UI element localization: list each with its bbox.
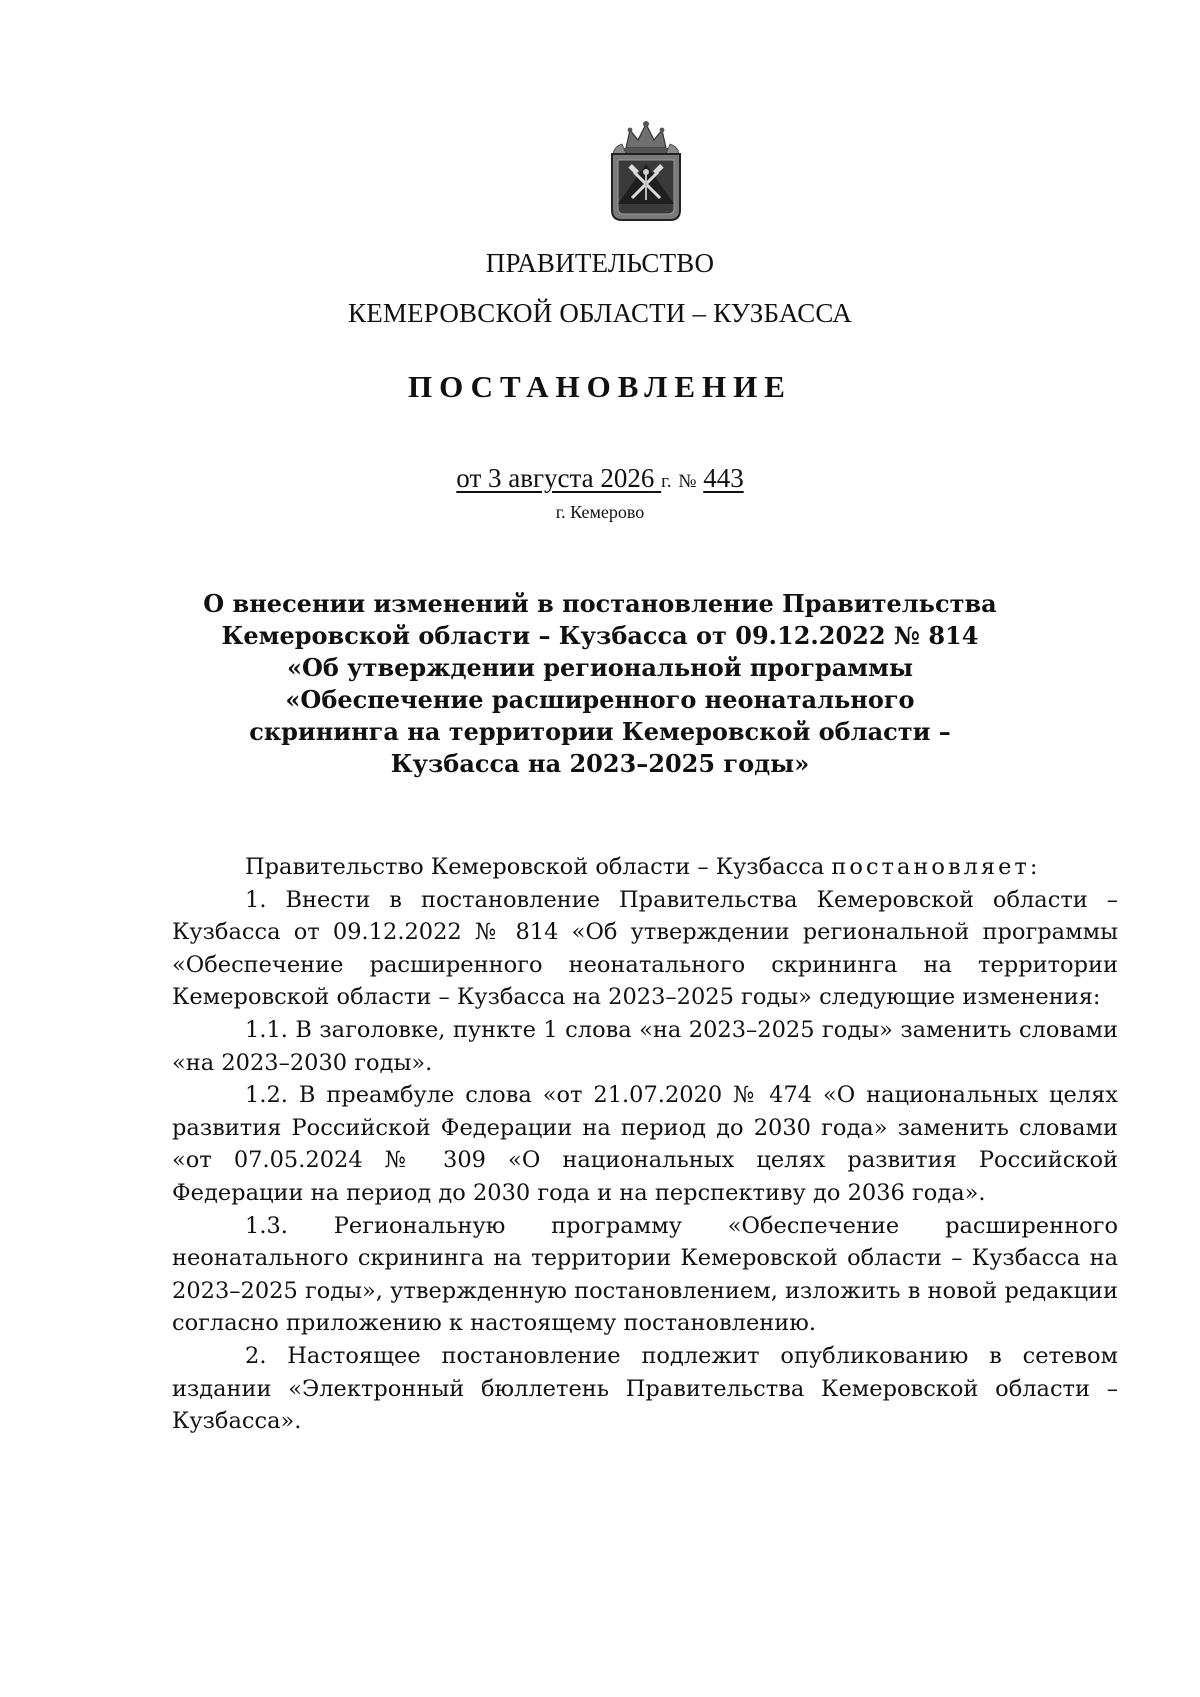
city-name: г. Кемерово [555,502,645,522]
title-line: О внесении изменений в постановление Правительства [203,589,997,618]
title-line: Кузбасса на 2023–2025 годы» [390,749,810,778]
paragraph-1-3: 1.3. Региональную программу «Обеспечение расширенного неонатального скрининга на территории Кемеровской области – Кузбасса на 2023–2025 годы», утвержденную постановлением, изложить в новой редакции согласно приложению к настоящему постановлению. [172,1212,1118,1337]
document-body [172,851,1118,1438]
paragraph-1-2: 1.2. В преамбуле слова «от 21.07.2020 № 474 «О национальных целях развития Российской Федерации на период до 2030 года» заменить словами «от 07.05.2024 № 309 «О национальных целях развития Российской Федерации на период до 2030 года и на перспективу до 2036 года». [172,1082,1118,1206]
paragraph-2: 2. Настоящее постановление подлежит опубликованию в сетевом издании «Электронный бюллетень Правительства Кемеровской области – Кузбасса». [172,1342,1118,1435]
paragraph-1-1: 1.1. В заголовке, пункте 1 слова «на 2023–2025 годы» заменить словами «на 2023–2030 годы». [172,1016,1118,1076]
government-name-line2: КЕМЕРОВСКОЙ ОБЛАСТИ – КУЗБАССА [348,298,852,328]
intro-resolves: постановляет: [831,854,1041,880]
document-date: от 3 августа 2026 [456,463,655,493]
paragraph-1: 1. Внести в постановление Правительства Кемеровской области – Кузбасса от 09.12.2022 № 814 «Об утверждении региональной программы «Обеспечение расширенного неонатального скрининга на территории Кемеровской области – Кузбасса на 2023–2025 годы» следующие изменения: [172,886,1118,1011]
title-line: Кемеровской области – Кузбасса от 09.12.2022 № 814 [221,621,979,650]
coat-of-arms-icon [604,118,688,228]
title-line: «Об утверждении региональной программы [286,653,914,682]
document-number: 443 [703,463,744,493]
document-title [200,588,1000,780]
document-type: ПОСТАНОВЛЕНИЕ [408,369,792,404]
number-sign: № [678,471,697,492]
year-suffix: г. [661,471,672,492]
title-line: скрининга на территории Кемеровской области – [249,717,951,746]
government-name-line1: ПРАВИТЕЛЬСТВО [485,248,715,278]
intro-text: Правительство Кемеровской области – Кузбасса [245,854,825,880]
date-number-line [0,463,1200,494]
title-line: «Обеспечение расширенного неонатального [285,685,915,714]
intro-paragraph [172,851,1118,884]
